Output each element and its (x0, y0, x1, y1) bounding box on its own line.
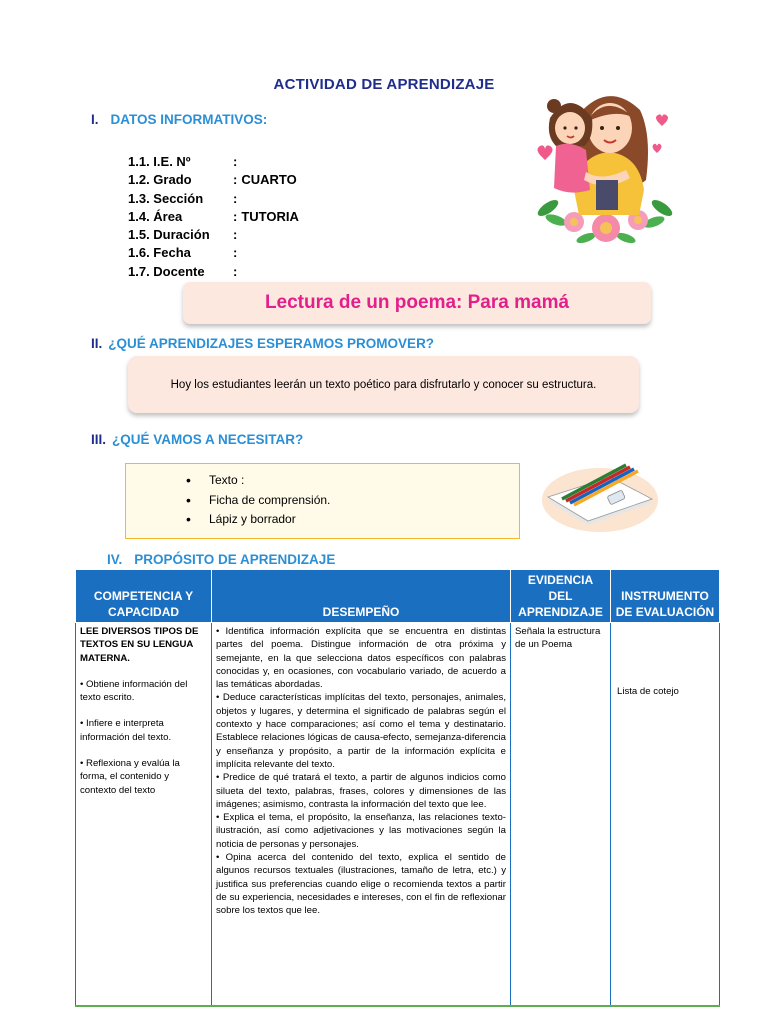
desempeno-item: • Explica el tema, el propósito, la enseñanza, las relaciones texto-ilustración, así como adjetivaciones y las motivaciones según la noticia de personas y personajes. (216, 812, 506, 850)
list-item: • Texto : (186, 471, 330, 491)
field-area: 1.4. Área : TUTORIA (128, 208, 299, 226)
field-fecha: 1.6. Fecha : (128, 244, 299, 262)
materials-list (186, 471, 330, 530)
field-area-key: 1.4. Área (128, 208, 183, 224)
field-area-value: TUTORIA (241, 208, 299, 224)
section-3-roman: III. (91, 432, 107, 447)
desempeno-item: • Opina acerca del contenido del texto, explica el sentido de algunos recursos textuales (ilustraciones, tamaño de letra, etc.) y justifica sus preferencias cuando elige o recomienda textos a partir de su experiencia, necesidades e intereses, con el fin de reflexionar sobre los textos que lee. (216, 852, 506, 917)
section-1-title: DATOS INFORMATIVOS: (110, 112, 268, 127)
evidencia-cell: Señala la estructura de un Poema (511, 623, 611, 1007)
learning-goal-box: Hoy los estudiantes leerán un texto poético para disfrutarlo y conocer su estructura. (128, 356, 639, 413)
section-4-heading (107, 552, 335, 567)
header-evidencia: EVIDENCIA DEL APRENDIZAJE (511, 570, 611, 623)
field-docente-key: 1.7. Docente (128, 263, 205, 279)
mother-daughter-illustration (526, 80, 684, 252)
desempeno-item: • Identifica información explícita que se encuentra en distintas partes del poema. Distingue información de otra próxima y semejante, en la que selecciona datos específicos con palabras conocidas y, en ocasiones, con vocabulario variado, de acuerdo a las temáticas abordadas. (216, 626, 506, 691)
field-ie: 1.1. I.E. Nº : (128, 153, 299, 171)
table-header-row (76, 570, 720, 623)
desempeno-cell (212, 623, 511, 1007)
header-competencia: COMPETENCIA Y CAPACIDAD (76, 570, 212, 623)
competencia-cell (76, 623, 212, 1007)
field-seccion-key: 1.3. Sección (128, 190, 204, 206)
field-fecha-key: 1.6. Fecha (128, 245, 191, 261)
datos-informativos-list (128, 153, 299, 281)
section-1-roman: I. (91, 112, 99, 127)
section-3-title: ¿QUÉ VAMOS A NECESITAR? (112, 432, 304, 447)
page-title: ACTIVIDAD DE APRENDIZAJE (273, 76, 495, 93)
desempeno-item: • Deduce características implícitas del texto, personajes, animales, objetos y lugares, y determina el significado de palabras según el contexto y hace comparaciones; así como el tema y destinatario. Establece relaciones lógicas de causa-efecto, semejanza-diferencia y enseñanza y propósito, a partir de la información explícita e implícita relevante del texto. (216, 692, 506, 770)
field-seccion: 1.3. Sección : (128, 190, 299, 208)
materials-box (125, 463, 520, 539)
field-duracion: 1.5. Duración : (128, 226, 299, 244)
field-grado: 1.2. Grado : CUARTO (128, 171, 299, 189)
field-grado-key: 1.2. Grado (128, 172, 192, 188)
section-2-title: ¿QUÉ APRENDIZAJES ESPERAMOS PROMOVER? (108, 336, 435, 351)
capacidad-item: • Reflexiona y evalúa la forma, el contenido y contexto del texto (80, 758, 180, 796)
section-4-roman: IV. (107, 552, 123, 567)
capacidad-item: • Obtiene información del texto escrito. (80, 678, 188, 704)
capacidad-item: • Infiere e interpreta información del texto. (80, 718, 172, 743)
field-grado-value: CUARTO (241, 172, 297, 188)
lesson-title-banner: Lectura de un poema: Para mamá (183, 282, 651, 324)
header-desempeno: DESEMPEÑO (212, 570, 511, 623)
list-item: • Ficha de comprensión. (186, 491, 330, 511)
desempeno-item: • Predice de qué tratará el texto, a partir de algunos indicios como silueta del texto, palabras, frases, colores y dimensiones de las imágenes; asimismo, contrasta la información del texto que lee. (216, 772, 506, 810)
field-duracion-key: 1.5. Duración (128, 227, 210, 243)
section-2-heading (91, 336, 434, 351)
learning-purpose-table (75, 569, 720, 1007)
competencia-title: LEE DIVERSOS TIPOS DE TEXTOS EN SU LENGUA MATERNA. (80, 626, 199, 664)
header-instrumento: INSTRUMENTO DE EVALUACIÓN (611, 570, 720, 623)
pencils-paper-illustration (540, 455, 660, 535)
section-4-title: PROPÓSITO DE APRENDIZAJE (134, 552, 336, 567)
section-3-heading (91, 432, 303, 447)
heart-icon (656, 114, 668, 126)
list-item: • Lápiz y borrador (186, 510, 330, 530)
table-row (76, 623, 720, 1007)
section-1-heading (91, 112, 267, 127)
heart-icon (653, 144, 662, 153)
section-2-roman: II. (91, 336, 103, 351)
field-ie-key: 1.1. I.E. Nº (128, 154, 191, 169)
heart-icon (538, 145, 553, 160)
instrumento-cell: Lista de cotejo (611, 623, 720, 1007)
field-docente: 1.7. Docente : (128, 263, 299, 281)
